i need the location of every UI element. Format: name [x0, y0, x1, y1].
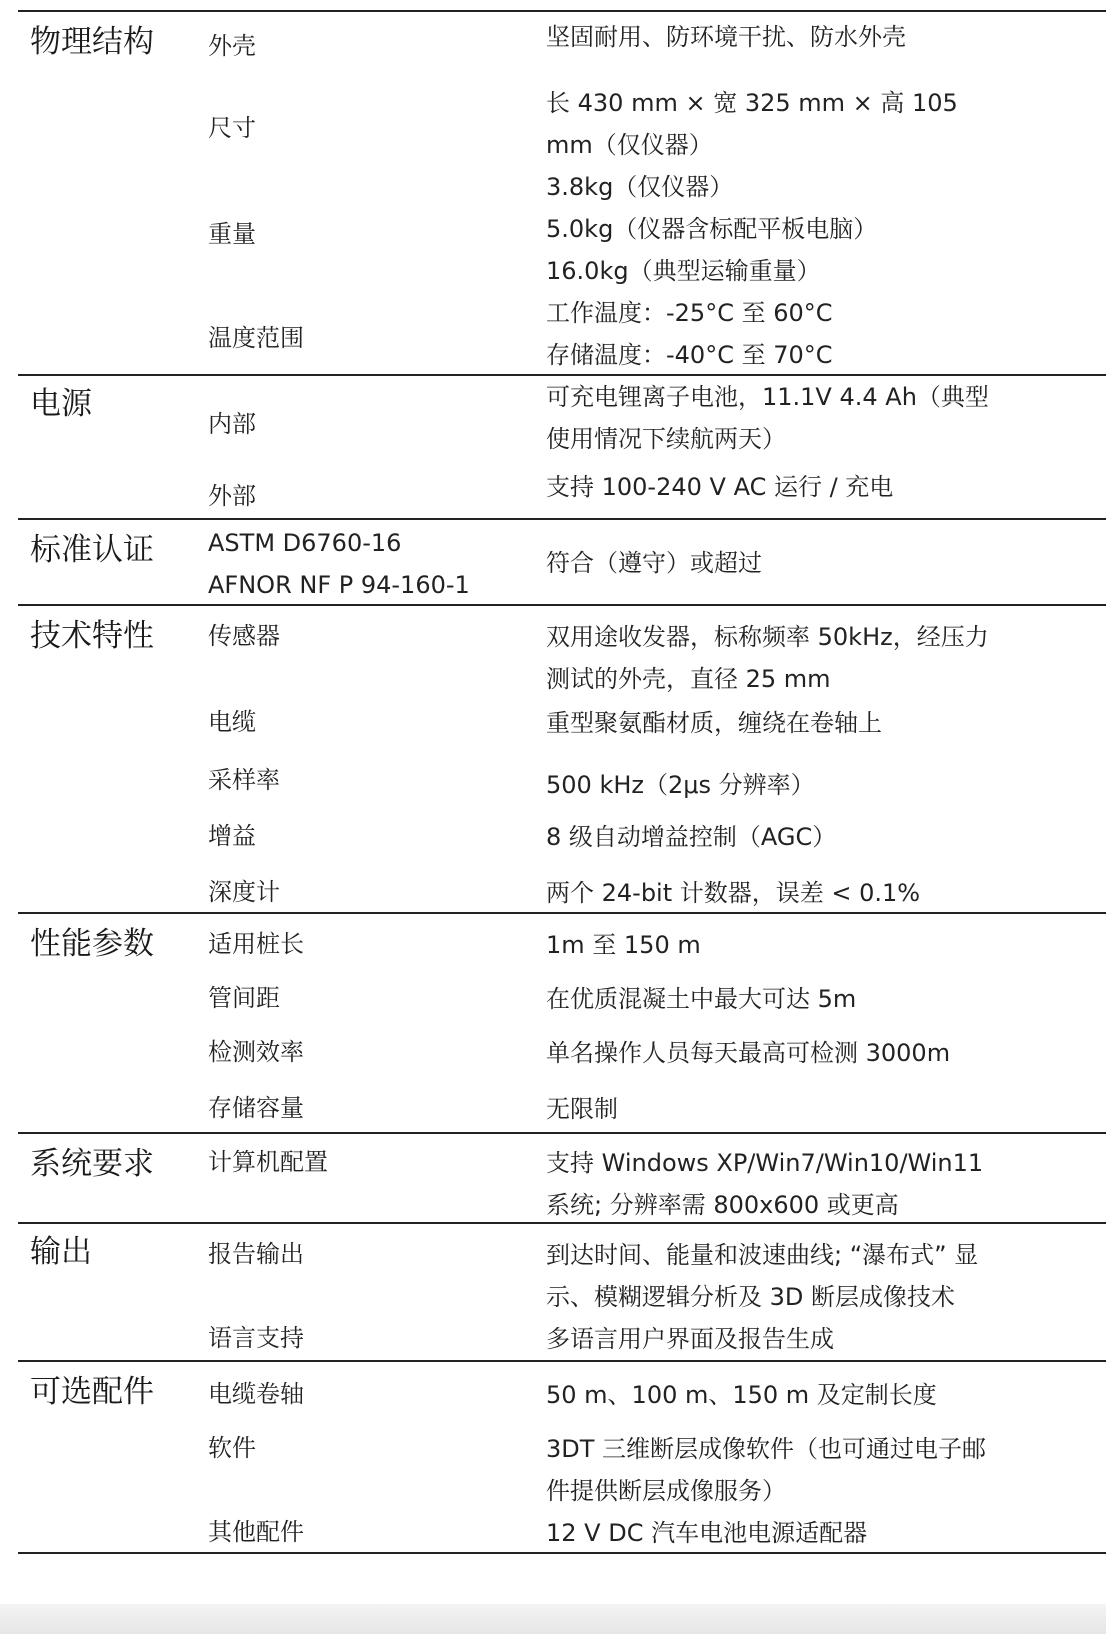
section-title: 标准认证: [30, 532, 154, 568]
value-line: 支持 Windows XP/Win7/Win10/Win11: [546, 1149, 984, 1177]
value-line: 8 级自动增益控制（AGC）: [546, 823, 837, 851]
value-line: 50 m、100 m、150 m 及定制长度: [546, 1381, 937, 1409]
value-line: 使用情况下续航两天）: [546, 425, 786, 453]
value-line: 12 V DC 汽车电池电源适配器: [546, 1519, 868, 1547]
section-standards: [18, 518, 1106, 606]
value-line: 到达时间、能量和波速曲线; “瀑布式” 显: [546, 1241, 979, 1269]
spec-label: 检测效率: [208, 1038, 304, 1066]
spec-label: 外部: [208, 482, 256, 510]
spec-value: [546, 924, 1096, 966]
spec-value: [546, 1088, 1096, 1130]
spec-label: 深度计: [208, 878, 280, 906]
section-power: [18, 374, 1106, 520]
spec-label: 语言支持: [208, 1324, 304, 1352]
table-bottom-rule: [18, 1552, 1106, 1554]
spec-label: 采样率: [208, 766, 280, 794]
section-title: 系统要求: [30, 1146, 154, 1182]
spec-value: [546, 1512, 1096, 1554]
spec-value: [546, 82, 1096, 166]
value-line: 16.0kg（典型运输重量）: [546, 257, 821, 285]
spec-label: 适用桩长: [208, 930, 304, 958]
spec-label: [208, 522, 470, 606]
value-line: 可充电锂离子电池，11.1V 4.4 Ah（典型: [546, 383, 989, 411]
value-line: 在优质混凝土中最大可达 5m: [546, 985, 857, 1013]
value-line: 500 kHz（2μs 分辨率）: [546, 771, 815, 799]
section-title: 电源: [30, 386, 92, 422]
section-title: 物理结构: [30, 24, 154, 60]
section-physical: [18, 10, 1106, 376]
spec-label: 传感器: [208, 622, 280, 650]
spec-label: 存储容量: [208, 1094, 304, 1122]
section-accessories: [18, 1360, 1106, 1554]
spec-value: [546, 542, 1096, 584]
value-line: 5.0kg（仪器含标配平板电脑）: [546, 215, 878, 243]
section-output: [18, 1222, 1106, 1362]
spec-label: 温度范围: [208, 324, 304, 352]
value-line: 示、模糊逻辑分析及 3D 断层成像技术: [546, 1283, 956, 1311]
section-performance: [18, 912, 1106, 1134]
spec-value: [546, 764, 1096, 806]
value-line: 两个 24-bit 计数器，误差 < 0.1%: [546, 879, 921, 907]
value-line: 工作温度：-25°C 至 60°C: [546, 299, 833, 327]
spec-label: 报告输出: [208, 1240, 304, 1268]
spec-value: [546, 702, 1096, 744]
section-title: 技术特性: [30, 618, 154, 654]
spec-label: 尺寸: [208, 114, 256, 142]
spec-label: 电缆: [208, 708, 256, 736]
spec-value: [546, 1142, 1096, 1226]
value-line: 长 430 mm × 宽 325 mm × 高 105: [546, 89, 958, 117]
label-line: ASTM D6760-16: [208, 529, 402, 557]
spec-label: 计算机配置: [208, 1148, 328, 1176]
value-line: 支持 100-240 V AC 运行 / 充电: [546, 473, 894, 501]
value-line: 单名操作人员每天最高可检测 3000m: [546, 1039, 951, 1067]
section-technical: [18, 604, 1106, 914]
spec-value: [546, 872, 1096, 914]
value-line: 坚固耐用、防环境干扰、防水外壳: [546, 23, 906, 51]
value-line: 系统; 分辨率需 800x600 或更高: [546, 1191, 899, 1219]
spec-value: [546, 466, 1096, 508]
page-footer-strip: [0, 1604, 1106, 1634]
spec-label: 外壳: [208, 32, 256, 60]
spec-value: [546, 816, 1096, 858]
spec-value: [546, 978, 1096, 1020]
spec-label: 增益: [208, 822, 256, 850]
value-line: 3DT 三维断层成像软件（也可通过电子邮: [546, 1435, 987, 1463]
spec-value: [546, 376, 1096, 460]
spec-value: [546, 292, 1096, 376]
spec-value: [546, 1318, 1096, 1360]
value-line: 符合（遵守）或超过: [546, 549, 762, 577]
spec-value: [546, 1032, 1096, 1074]
spec-label: 电缆卷轴: [208, 1380, 304, 1408]
spec-value: [546, 616, 1096, 700]
value-line: 无限制: [546, 1095, 618, 1123]
spec-label: 软件: [208, 1434, 256, 1462]
label-line: AFNOR NF P 94-160-1: [208, 571, 470, 599]
spec-value: [546, 1428, 1096, 1512]
value-line: mm（仅仪器）: [546, 131, 713, 159]
spec-value: [546, 166, 1096, 292]
value-line: 1m 至 150 m: [546, 931, 701, 959]
value-line: 双用途收发器，标称频率 50kHz，经压力: [546, 623, 989, 651]
spec-label: 管间距: [208, 984, 280, 1012]
spec-label: 其他配件: [208, 1518, 304, 1546]
spec-value: [546, 1234, 1096, 1318]
spec-label: 重量: [208, 220, 256, 248]
spec-label: 内部: [208, 410, 256, 438]
spec-value: [546, 16, 1096, 58]
value-line: 多语言用户界面及报告生成: [546, 1325, 834, 1353]
value-line: 3.8kg（仅仪器）: [546, 173, 734, 201]
section-title: 性能参数: [30, 926, 154, 962]
value-line: 重型聚氨酯材质，缠绕在卷轴上: [546, 709, 882, 737]
section-system: [18, 1132, 1106, 1224]
value-line: 件提供断层成像服务）: [546, 1477, 786, 1505]
value-line: 测试的外壳，直径 25 mm: [546, 665, 831, 693]
spec-value: [546, 1374, 1096, 1416]
section-title: 输出: [30, 1234, 92, 1270]
value-line: 存储温度：-40°C 至 70°C: [546, 341, 833, 369]
section-title: 可选配件: [30, 1374, 154, 1410]
